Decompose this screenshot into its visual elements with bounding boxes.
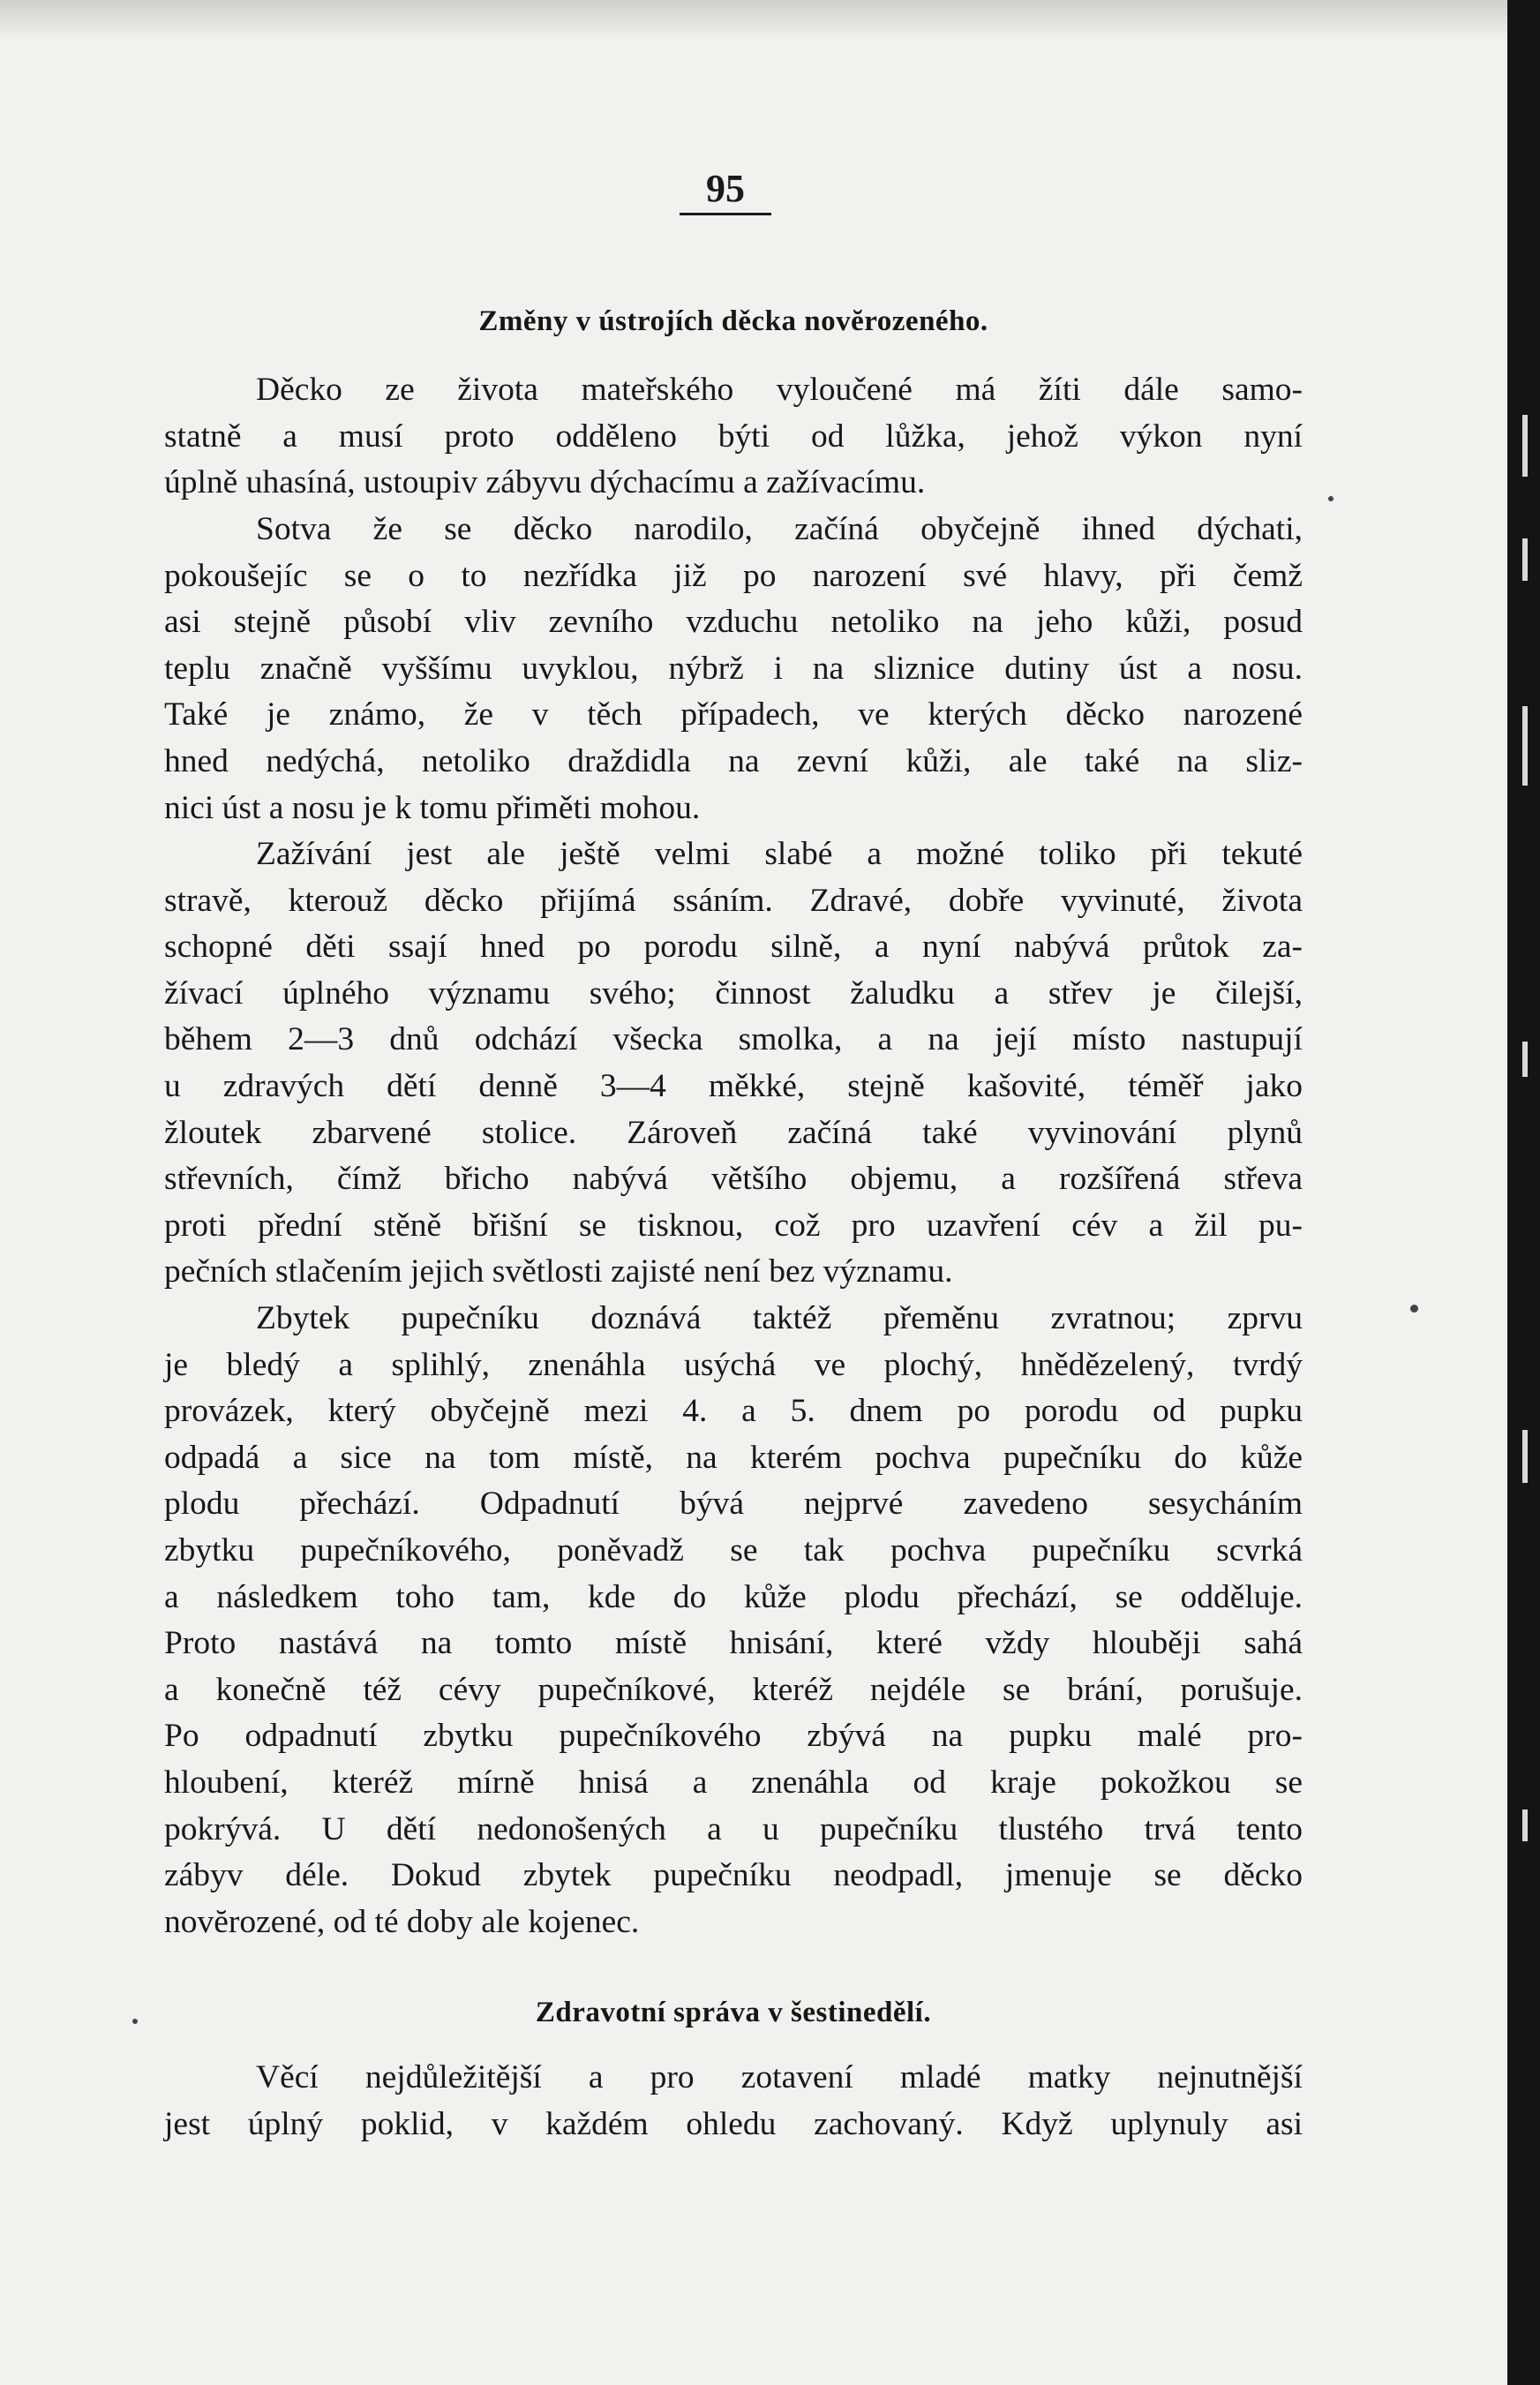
- text-line: je bledý a splihlý, znenáhla usýchá ve plochý, hnědězelený, tvrdý: [164, 1346, 1303, 1383]
- text-line: žloutek zbarvené stolice. Zároveň začíná také vyvinování plynů: [164, 1114, 1303, 1151]
- text-line: hned nedýchá, netoliko draždidla na zevní kůži, ale také na sliz-: [164, 742, 1303, 779]
- paragraph-2: [164, 507, 1303, 831]
- text-line: během 2—3 dnů odchází všecka smolka, a na její místo nastupují: [164, 1021, 1303, 1058]
- text-line: zbytku pupečníkového, poněvadž se tak pochva pupečníku scvrká: [164, 1531, 1303, 1569]
- paragraph-4: [164, 1296, 1303, 1945]
- text-line: Věcí nejdůležitější a pro zotavení mladé matky nejnutnější: [256, 2059, 1303, 2095]
- paragraph-5: [164, 2055, 1303, 2148]
- section-heading-1: Změny v ústrojích děcka novĕrozeného.: [478, 305, 988, 337]
- text-line: proti přední stěně břišní se tisknou, což pro uzavření cév a žil pu-: [164, 1207, 1303, 1244]
- text-line: pokrývá. U dětí nedonošených a u pupečníku tlustého trvá tento: [164, 1810, 1303, 1847]
- text-line: provázek, který obyčejně mezi 4. a 5. dnem po porodu od pupku: [164, 1393, 1303, 1430]
- text-line: Sotva že se děcko narodilo, začíná obyčejně ihned dýchati,: [256, 511, 1303, 547]
- text-line: asi stejně působí vliv zevního vzduchu netoliko na jeho kůži, posud: [164, 604, 1303, 641]
- text-line: Po odpadnutí zbytku pupečníkového zbývá na pupku malé pro-: [164, 1718, 1303, 1755]
- text-line: statně a musí proto odděleno býti od lůžka, jehož výkon nyní: [164, 418, 1303, 455]
- text-line: novĕrozené, od té doby ale kojenec.: [164, 1903, 640, 1940]
- ink-speck: [132, 2019, 138, 2024]
- text-line: hloubení, kteréž mírně hnisá a znenáhla od kraje pokožkou se: [164, 1764, 1303, 1801]
- text-line: stravě, kterouž děcko přijímá ssáním. Zdravé, dobře vyvinuté, života: [164, 882, 1303, 919]
- text-line: Zbytek pupečníku doznává taktéž přeměnu zvratnou; zprvu: [256, 1300, 1303, 1336]
- text-line: pečních stlačením jejich světlosti zajisté není bez významu.: [164, 1253, 953, 1290]
- text-line: Děcko ze života mateřského vyloučené má žíti dále samo-: [256, 372, 1303, 408]
- text-line: odpadá a sice na tom místě, na kterém pochva pupečníku do kůže: [164, 1439, 1303, 1476]
- text-line: Proto nastává na tomto místě hnisání, které vždy hlouběji sahá: [164, 1625, 1303, 1662]
- text-line: Také je známo, že v těch případech, ve kterých děcko narozené: [164, 696, 1303, 734]
- page-top-shadow: [0, 0, 1507, 41]
- paragraph-3: [164, 831, 1303, 1296]
- text-line: a konečně též cévy pupečníkové, kteréž nejdéle se brání, porušuje.: [164, 1671, 1303, 1708]
- text-line: teplu značně vyššímu uvyklou, nýbrž i na sliznice dutiny úst a nosu.: [164, 650, 1303, 687]
- text-line: u zdravých dětí denně 3—4 měkké, stejně kašovité, téměř jako: [164, 1067, 1303, 1104]
- ink-speck: [1410, 1305, 1418, 1313]
- text-line: schopné děti ssají hned po porodu silně, a nyní nabývá průtok za-: [164, 929, 1303, 966]
- text-line: Zažívání jest ale ještě velmi slabé a možné toliko při tekuté: [256, 836, 1303, 872]
- text-line: žívací úplného významu svého; činnost žaludku a střev je čilejší,: [164, 974, 1303, 1012]
- paragraph-1: [164, 367, 1303, 507]
- section-heading-2: Zdravotní správa v šestinedělí.: [535, 1997, 932, 2028]
- text-line: úplně uhasíná, ustoupiv zábyvu dýchacímu a zažívacímu.: [164, 464, 926, 501]
- text-line: plodu přechází. Odpadnutí bývá nejprvé zavedeno sesycháním: [164, 1486, 1303, 1523]
- ink-speck: [1328, 496, 1333, 501]
- text-line: pokoušejíc se o to nezřídka již po narození své hlavy, při čemž: [164, 557, 1303, 594]
- scan-dark-edge: [1507, 0, 1540, 2385]
- text-line: a následkem toho tam, kde do kůže plodu přechází, se odděluje.: [164, 1578, 1303, 1615]
- text-line: zábyv déle. Dokud zbytek pupečníku neodpadl, jmenuje se děcko: [164, 1857, 1303, 1894]
- text-line: jest úplný poklid, v každém ohledu zachovaný. Když uplynuly asi: [164, 2105, 1303, 2142]
- text-line: nici úst a nosu je k tomu přiměti mohou.: [164, 789, 701, 826]
- text-line: střevních, čímž břicho nabývá většího objemu, a rozšířená střeva: [164, 1161, 1303, 1198]
- page-number: 95: [680, 166, 771, 215]
